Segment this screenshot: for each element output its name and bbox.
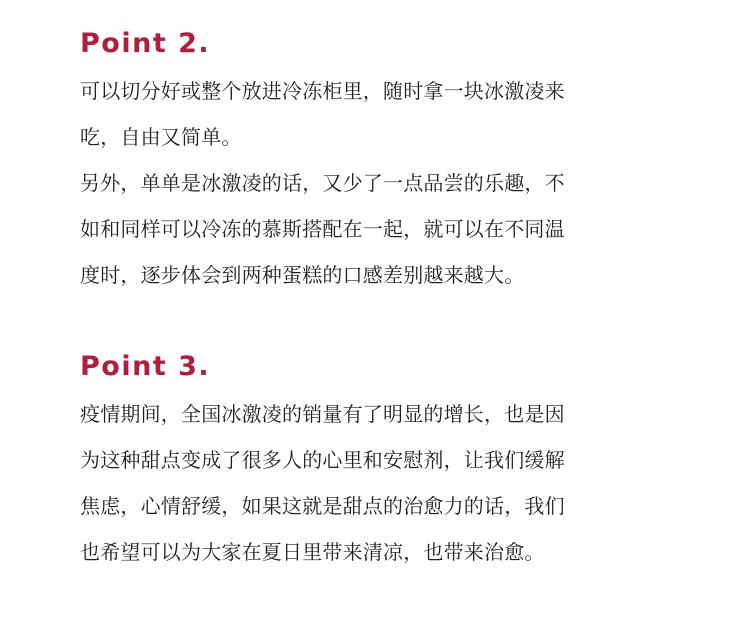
point-3-section — [80, 349, 680, 575]
paragraph-line: 度时，逐步体会到两种蛋糕的口感差别越来越大。 — [80, 263, 525, 287]
paragraph-line: 疫情期间，全国冰激凌的销量有了明显的增长，也是因 — [80, 402, 565, 426]
paragraph-line: 也希望可以为大家在夏日里带来清凉，也带来治愈。 — [80, 540, 545, 564]
paragraph-line: 为这种甜点变成了很多人的心里和安慰剂，让我们缓解 — [80, 448, 565, 472]
paragraph-line: 可以切分好或整个放进冷冻柜里，随时拿一块冰激凌来 — [80, 79, 565, 103]
paragraph-line: 焦虑，心情舒缓，如果这就是甜点的治愈力的话，我们 — [80, 494, 565, 518]
point-2-section — [80, 26, 680, 298]
point-2-heading: Point 2. — [80, 28, 211, 59]
point-3-heading: Point 3. — [80, 351, 211, 382]
paragraph-line: 如和同样可以冷冻的慕斯搭配在一起，就可以在不同温 — [80, 217, 565, 241]
paragraph-line: 另外，单单是冰激凌的话，又少了一点品尝的乐趣，不 — [80, 171, 565, 195]
paragraph-line: 吃，自由又简单。 — [80, 125, 242, 149]
